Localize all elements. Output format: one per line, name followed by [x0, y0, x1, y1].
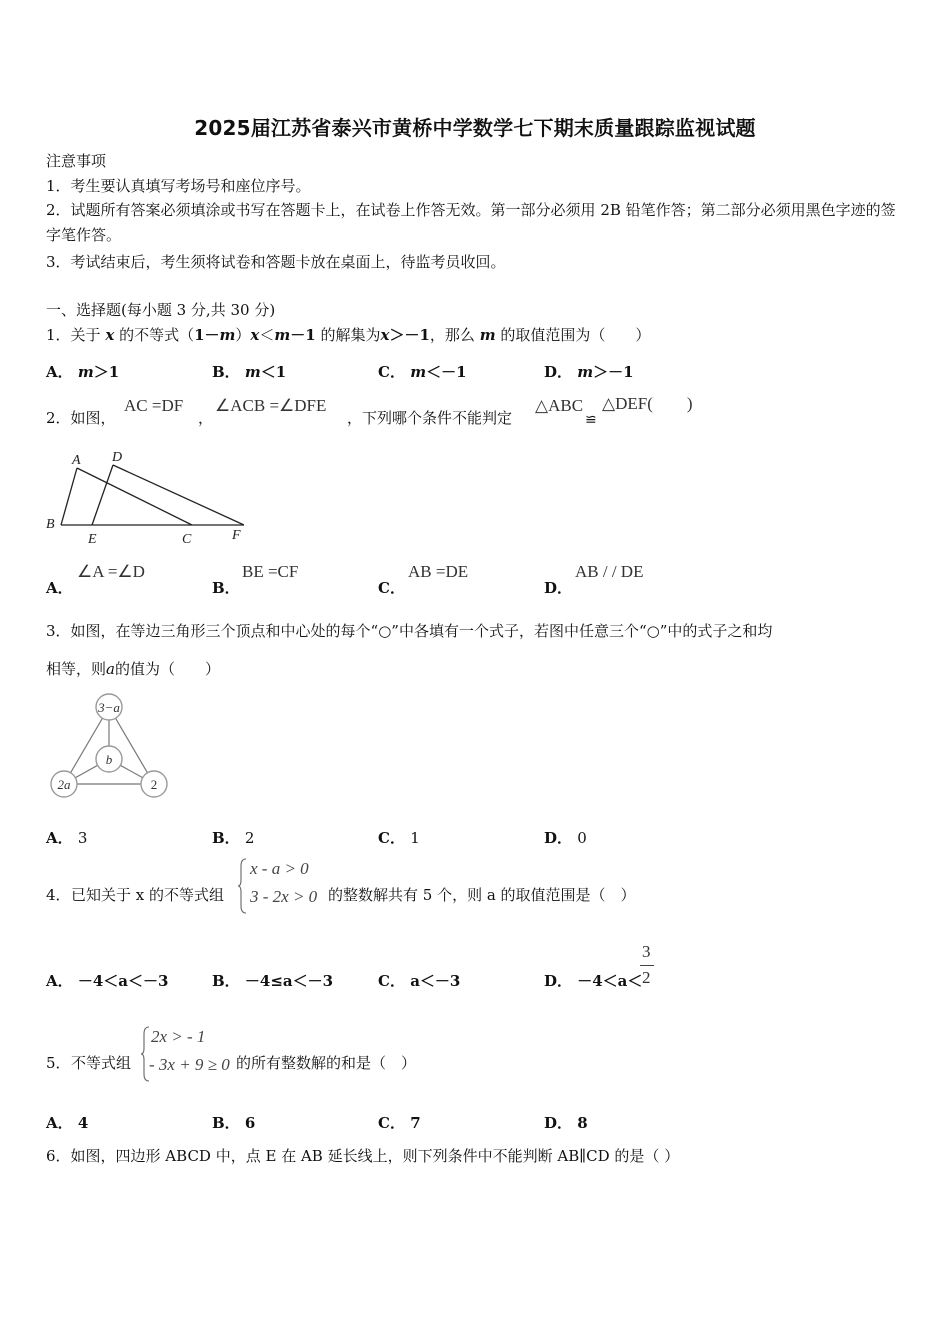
q2-label-e: E	[88, 532, 97, 546]
q3-option-a[interactable]	[46, 827, 87, 848]
q3-node-right: 2	[150, 777, 158, 792]
q2-triangle-figure	[44, 446, 254, 546]
q1-var-m: m	[274, 326, 291, 344]
option-letter: C．	[378, 579, 405, 597]
q4-system-line-2: 3 - 2x > 0	[250, 887, 318, 906]
q2-formula-def: △DEF( )	[602, 394, 693, 413]
option-var: m	[577, 363, 594, 381]
q1-text: 1－	[194, 326, 220, 344]
q3-text: 的值为（ ）	[114, 660, 220, 678]
option-letter: C．	[378, 363, 405, 381]
q2-label-f: F	[232, 528, 241, 543]
question-4-number: 4．	[46, 886, 71, 904]
q2-formula-abc: △ABC	[535, 396, 584, 415]
q4-option-c[interactable]	[378, 970, 460, 991]
option-letter: D．	[544, 579, 573, 597]
option-value: 8	[577, 1114, 588, 1132]
q3-node-left: 2a	[57, 777, 71, 792]
q4-fraction-numerator: 3	[642, 942, 651, 961]
q1-option-a[interactable]	[46, 361, 119, 382]
q3-text: 相等，则	[46, 660, 107, 678]
q4-system-line-1: x - a > 0	[250, 859, 309, 878]
question-1	[46, 325, 650, 345]
q2-text: 如图，	[70, 409, 116, 427]
section-heading: 一、选择题(每小题 3 分,共 30 分)	[46, 301, 276, 319]
option-letter: B．	[212, 363, 240, 381]
q5-option-d[interactable]	[544, 1112, 588, 1133]
option-value: 0	[577, 829, 587, 847]
q4-option-d[interactable]	[544, 970, 642, 991]
question-4-text: 已知关于 x 的不等式组	[71, 886, 224, 904]
q1-text: ＜	[259, 326, 275, 344]
q1-var-x: x	[105, 326, 115, 344]
q2-option-b[interactable]	[212, 577, 240, 598]
option-letter: D．	[544, 972, 573, 990]
option-letter: A．	[46, 1114, 73, 1132]
q1-text: 的解集为	[320, 326, 381, 344]
q2-option-c-formula: AB =DE	[408, 562, 469, 581]
notice-item-1: 1．考生要认真填写考场号和座位序号。	[46, 177, 311, 195]
q4-fraction-denominator: 2	[642, 968, 651, 987]
option-letter: D．	[544, 363, 573, 381]
q2-label-c: C	[182, 532, 192, 546]
option-value: ＜1	[260, 363, 287, 381]
q1-text: 的取值范围为（ ）	[500, 326, 651, 344]
notice-heading: 注意事项	[46, 152, 107, 170]
q2-label-d: D	[112, 450, 123, 465]
question-5-text: 不等式组	[71, 1054, 132, 1072]
q1-text: 的不等式（	[119, 326, 195, 344]
option-value: －4＜a＜－3	[77, 972, 169, 990]
question-3-line-1: 3．如图，在等边三角形三个顶点和中心处的每个“○”中各填有一个式子，若图中任意三个“○”中的式子之和均	[46, 622, 773, 640]
q1-text: ）	[235, 326, 251, 344]
option-value: 1	[410, 829, 420, 847]
option-value: 7	[410, 1114, 421, 1132]
q5-system-line-2: - 3x + 9 ≥ 0	[149, 1055, 230, 1074]
option-letter: D．	[544, 1114, 573, 1132]
q2-text-condition: ，下列哪个条件不能判定	[347, 409, 513, 427]
option-letter: D．	[544, 829, 573, 847]
q3-node-center: b	[105, 752, 113, 767]
question-5-number: 5．	[46, 1054, 71, 1072]
q1-option-d[interactable]	[544, 361, 634, 382]
q2-comma: ，	[198, 409, 214, 427]
question-4-text-2: 的整数解共有 5 个，则 a 的取值范围是（ ）	[328, 886, 636, 904]
q2-formula-angles: ∠ACB =∠DFE	[215, 396, 327, 415]
q2-option-b-formula: BE =CF	[242, 562, 299, 581]
option-letter: C．	[378, 972, 405, 990]
q1-var-x: x	[380, 326, 390, 344]
option-var: m	[77, 363, 94, 381]
q3-var-a: a	[106, 660, 115, 678]
option-value: －4≤a＜－3	[244, 972, 334, 990]
q1-text: ＞－1	[389, 326, 430, 344]
option-value: ＜－1	[426, 363, 467, 381]
q1-var-m: m	[219, 326, 236, 344]
option-var: m	[244, 363, 261, 381]
option-letter: A．	[46, 829, 73, 847]
option-value: ＞1	[93, 363, 120, 381]
notice-item-3: 3．考试结束后，考生须将试卷和答题卡放在桌面上，待监考员收回。	[46, 253, 506, 271]
question-3-line-2	[46, 659, 220, 679]
q1-option-b[interactable]	[212, 361, 286, 382]
option-value: 4	[77, 1114, 89, 1132]
option-letter: B．	[212, 579, 240, 597]
q1-var-m: m	[479, 326, 496, 344]
q3-triangle-figure	[44, 692, 174, 804]
q2-option-d-formula: AB / / DE	[575, 562, 644, 581]
option-value: －4＜a＜	[577, 972, 643, 990]
q5-system-line-1: 2x > - 1	[151, 1027, 206, 1046]
option-letter: A．	[46, 972, 73, 990]
q2-option-a[interactable]	[46, 577, 73, 598]
option-value: a＜－3	[410, 972, 461, 990]
q2-number: 2．	[46, 409, 71, 427]
page-title: 2025届江苏省泰兴市黄桥中学数学七下期末质量跟踪监视试题	[194, 116, 756, 140]
q1-option-c[interactable]	[378, 361, 467, 382]
option-value: ＞－1	[593, 363, 634, 381]
q2-option-d[interactable]	[544, 577, 572, 598]
q5-option-c[interactable]	[378, 1112, 421, 1133]
q5-option-b[interactable]	[212, 1112, 255, 1133]
option-letter: A．	[46, 579, 73, 597]
option-value: 2	[244, 829, 255, 847]
option-letter: B．	[212, 829, 240, 847]
q5-option-a[interactable]	[46, 1112, 88, 1133]
q4-option-b[interactable]	[212, 970, 333, 991]
option-letter: C．	[378, 829, 405, 847]
question-6: 6．如图，四边形 ABCD 中，点 E 在 AB 延长线上，则下列条件中不能判断 AB∥CD 的是（ ）	[46, 1147, 680, 1165]
question-5-text-2: 的所有整数解的和是（ ）	[236, 1054, 417, 1072]
q2-label-a: A	[72, 453, 81, 468]
option-value: 6	[244, 1114, 256, 1132]
option-letter: C．	[378, 1114, 405, 1132]
q4-option-a[interactable]	[46, 970, 168, 991]
q3-option-d[interactable]	[544, 827, 587, 848]
option-value: 3	[77, 829, 88, 847]
q3-option-b[interactable]	[212, 827, 254, 848]
q2-option-c[interactable]	[378, 577, 405, 598]
q1-text: －1	[290, 326, 316, 344]
q3-option-c[interactable]	[378, 827, 420, 848]
q1-text: ，那么	[429, 326, 475, 344]
option-var: m	[410, 363, 427, 381]
q1-var-x: x	[250, 326, 260, 344]
q1-number: 1．	[46, 326, 71, 344]
question-2	[46, 408, 116, 428]
q1-text: 关于	[70, 326, 101, 344]
q2-label-b: B	[46, 517, 55, 532]
notice-item-2: 2．试题所有答案必须填涂或书写在答题卡上，在试卷上作答无效。第一部分必须用 2B 铅笔作答；第二部分必须用黑色字迹的签字笔作答。	[46, 201, 896, 244]
option-letter: B．	[212, 972, 240, 990]
option-letter: A．	[46, 363, 73, 381]
q3-node-top: 3−a	[98, 700, 120, 715]
q4-fraction-bar	[640, 965, 654, 966]
q2-formula-ac-df: AC =DF	[124, 396, 184, 415]
q2-congruent-symbol: ≌	[585, 412, 597, 428]
q4-brace	[238, 858, 248, 914]
option-letter: B．	[212, 1114, 240, 1132]
q2-option-a-formula: ∠A =∠D	[77, 562, 145, 581]
